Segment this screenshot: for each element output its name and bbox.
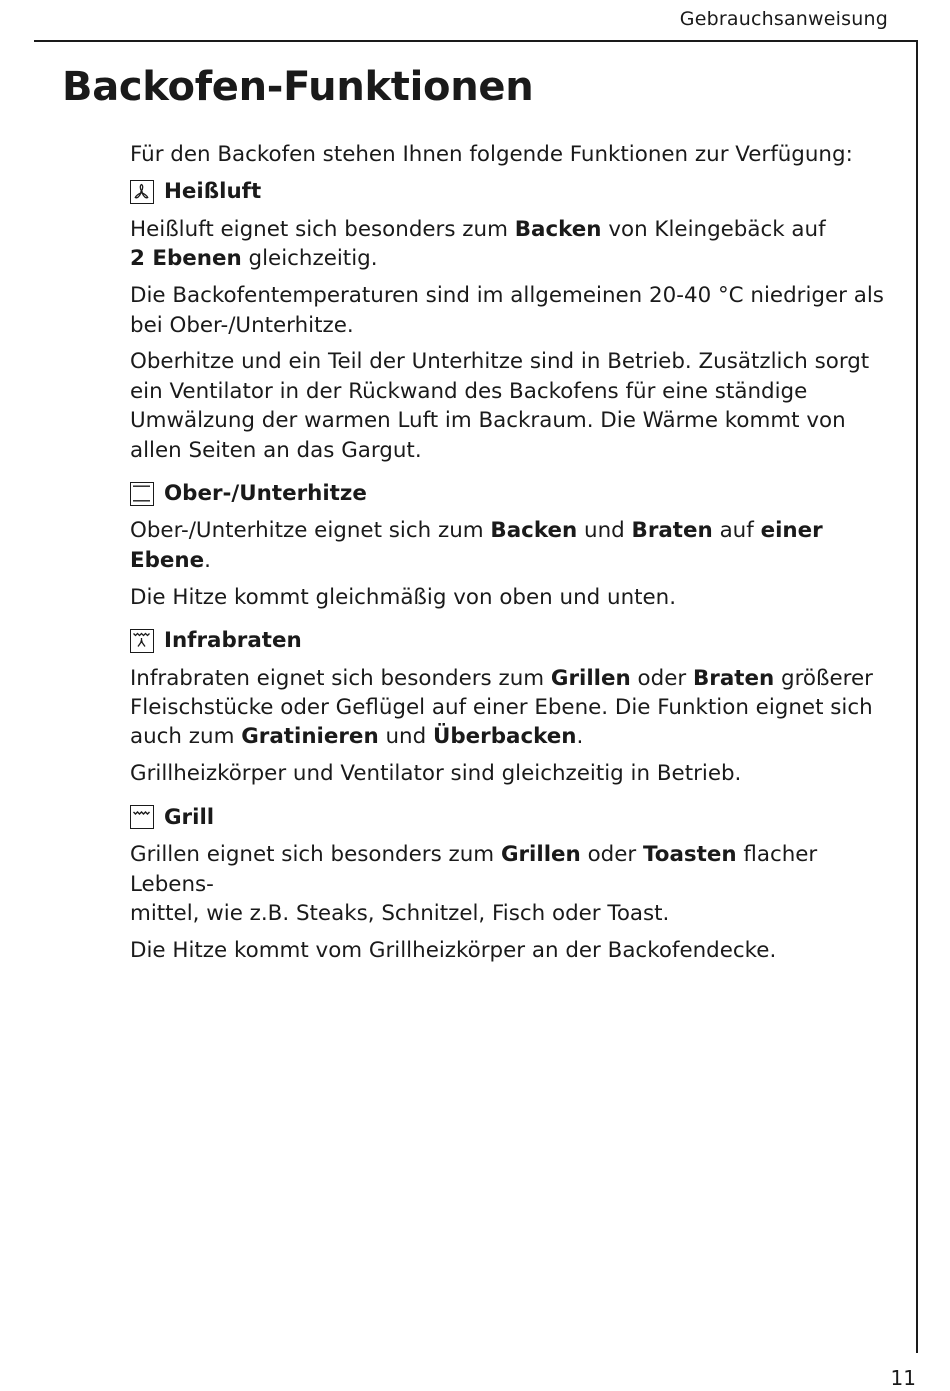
section-heading-grill	[130, 803, 900, 832]
emphasis: Braten	[631, 518, 713, 544]
section-heading-infrabraten	[130, 626, 900, 655]
header-rule	[34, 40, 918, 42]
section-paragraph: Ober-/Unterhitze eignet sich zum Backen und Braten auf einer Ebene.	[130, 518, 823, 573]
fan-icon	[130, 180, 154, 204]
section-title: Ober-/Unterhitze	[164, 481, 367, 507]
section-paragraph: Oberhitze und ein Teil der Unterhitze sind in Betrieb. Zusätzlich sorgt ein Ventilator in der Rückwand des Backofens für eine ständige Umwälzung der warmen Luft im Backraum. Die Wärme kommt von allen Seiten an das Gargut.	[130, 349, 870, 463]
section-title: Grill	[164, 804, 215, 830]
emphasis: Gratinieren	[241, 724, 379, 750]
emphasis: Grillen	[500, 842, 581, 868]
section-heading-heissluft	[130, 177, 900, 206]
section-paragraph: Die Hitze kommt gleichmäßig von oben und unten.	[130, 584, 677, 610]
intro-paragraph: Für den Backofen stehen Ihnen folgende Funktionen zur Verfügung:	[130, 142, 853, 167]
emphasis: einer Ebene	[130, 518, 823, 573]
section-heading-ober-unterhitze	[130, 479, 900, 508]
section-title: Heißluft	[164, 179, 262, 205]
section-title: Infrabraten	[164, 628, 302, 654]
emphasis: Backen	[514, 216, 602, 242]
top-bottom-heat-icon	[130, 482, 154, 506]
emphasis: Backen	[490, 518, 578, 544]
emphasis: Toasten	[643, 842, 737, 868]
section-paragraph: Grillheizkörper und Ventilator sind gleichzeitig in Betrieb.	[130, 761, 742, 787]
section-paragraph: Die Hitze kommt vom Grillheizkörper an der Backofendecke.	[130, 937, 777, 963]
emphasis: 2 Ebenen	[130, 246, 242, 272]
grill-icon	[130, 805, 154, 829]
section-paragraph: Grillen eignet sich besonders zum Grillen oder Toasten flacher Lebens- mittel, wie z.B. Steaks, Schnitzel, Fisch oder Toast.	[130, 842, 818, 926]
page-title: Backofen-Funktionen	[62, 64, 534, 110]
emphasis: Braten	[692, 665, 775, 691]
section-paragraph: Heißluft eignet sich besonders zum Backen von Kleingebäck auf 2 Ebenen gleichzeitig.	[130, 216, 826, 272]
emphasis: Grillen	[550, 665, 631, 691]
right-margin-rule	[916, 40, 918, 1353]
page-number: 11	[890, 1366, 916, 1390]
running-header: Gebrauchsanweisung	[679, 8, 888, 30]
content	[130, 140, 900, 973]
emphasis: Überbacken	[432, 724, 577, 750]
section-paragraph: Die Backofentemperaturen sind im allgemeinen 20-40 °C niedriger als bei Ober-/Unterhitze.	[130, 283, 884, 338]
infrared-roast-icon	[130, 629, 154, 653]
section-paragraph: Infrabraten eignet sich besonders zum Grillen oder Braten größerer Fleischstücke oder Geflügel auf einer Ebene. Die Funktion eignet sich auch zum Gratinieren und Überbacken.	[130, 665, 873, 750]
